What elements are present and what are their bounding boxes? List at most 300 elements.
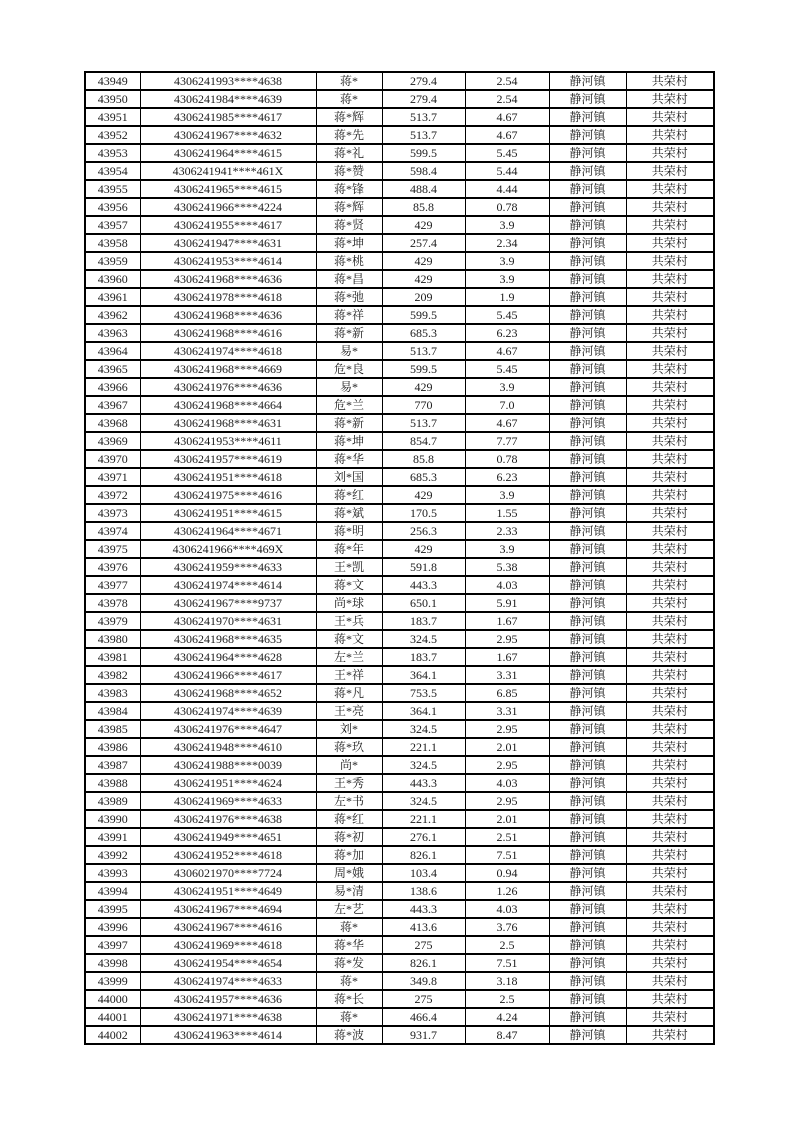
cell-id-number: 4306241966****4617 — [140, 666, 316, 684]
cell-serial: 43988 — [85, 774, 140, 792]
cell-town: 静河镇 — [549, 648, 626, 666]
cell-serial: 43984 — [85, 702, 140, 720]
cell-village: 共荣村 — [626, 126, 714, 144]
table-body — [85, 72, 714, 1044]
cell-name: 蒋*坤 — [316, 432, 382, 450]
cell-amount-1: 364.1 — [382, 702, 465, 720]
cell-serial: 44002 — [85, 1026, 140, 1044]
table-row — [85, 846, 714, 864]
cell-name: 蒋*玖 — [316, 738, 382, 756]
cell-village: 共荣村 — [626, 1008, 714, 1026]
cell-serial: 43982 — [85, 666, 140, 684]
cell-id-number: 4306021970****7724 — [140, 864, 316, 882]
cell-village: 共荣村 — [626, 252, 714, 270]
cell-amount-2: 2.95 — [465, 792, 549, 810]
table-row — [85, 702, 714, 720]
cell-name: 蒋*坤 — [316, 234, 382, 252]
cell-serial: 43969 — [85, 432, 140, 450]
cell-amount-1: 685.3 — [382, 324, 465, 342]
cell-amount-2: 5.45 — [465, 306, 549, 324]
cell-name: 刘* — [316, 720, 382, 738]
cell-name: 王*兵 — [316, 612, 382, 630]
cell-name: 蒋*赞 — [316, 162, 382, 180]
cell-amount-2: 6.85 — [465, 684, 549, 702]
cell-id-number: 4306241964****4671 — [140, 522, 316, 540]
cell-serial: 43980 — [85, 630, 140, 648]
cell-serial: 43998 — [85, 954, 140, 972]
table-row — [85, 414, 714, 432]
table-row — [85, 180, 714, 198]
cell-town: 静河镇 — [549, 846, 626, 864]
cell-town: 静河镇 — [549, 432, 626, 450]
cell-village: 共荣村 — [626, 702, 714, 720]
cell-village: 共荣村 — [626, 846, 714, 864]
cell-id-number: 4306241951****4624 — [140, 774, 316, 792]
cell-id-number: 4306241966****4224 — [140, 198, 316, 216]
cell-id-number: 4306241966****469X — [140, 540, 316, 558]
table-row — [85, 162, 714, 180]
cell-id-number: 4306241947****4631 — [140, 234, 316, 252]
cell-name: 易* — [316, 378, 382, 396]
cell-amount-2: 2.33 — [465, 522, 549, 540]
cell-amount-1: 324.5 — [382, 630, 465, 648]
cell-town: 静河镇 — [549, 216, 626, 234]
cell-name: 蒋* — [316, 918, 382, 936]
table-row — [85, 252, 714, 270]
table-row — [85, 288, 714, 306]
cell-town: 静河镇 — [549, 252, 626, 270]
cell-amount-1: 753.5 — [382, 684, 465, 702]
cell-id-number: 4306241964****4615 — [140, 144, 316, 162]
cell-village: 共荣村 — [626, 504, 714, 522]
cell-serial: 43958 — [85, 234, 140, 252]
cell-amount-2: 5.91 — [465, 594, 549, 612]
cell-serial: 43957 — [85, 216, 140, 234]
table-row — [85, 738, 714, 756]
cell-name: 蒋*明 — [316, 522, 382, 540]
table-row — [85, 558, 714, 576]
cell-serial: 43971 — [85, 468, 140, 486]
cell-serial: 43987 — [85, 756, 140, 774]
cell-town: 静河镇 — [549, 396, 626, 414]
cell-name: 蒋*桃 — [316, 252, 382, 270]
cell-name: 蒋*初 — [316, 828, 382, 846]
cell-amount-2: 3.9 — [465, 252, 549, 270]
cell-name: 蒋*斌 — [316, 504, 382, 522]
cell-serial: 43962 — [85, 306, 140, 324]
cell-id-number: 4306241969****4618 — [140, 936, 316, 954]
cell-amount-2: 5.44 — [465, 162, 549, 180]
cell-id-number: 4306241976****4647 — [140, 720, 316, 738]
cell-amount-1: 279.4 — [382, 90, 465, 108]
cell-serial: 43990 — [85, 810, 140, 828]
cell-amount-2: 2.54 — [465, 72, 549, 90]
cell-id-number: 4306241955****4617 — [140, 216, 316, 234]
cell-town: 静河镇 — [549, 1008, 626, 1026]
cell-amount-2: 4.44 — [465, 180, 549, 198]
cell-town: 静河镇 — [549, 486, 626, 504]
cell-name: 蒋*红 — [316, 486, 382, 504]
cell-village: 共荣村 — [626, 828, 714, 846]
cell-amount-2: 2.5 — [465, 990, 549, 1008]
cell-town: 静河镇 — [549, 828, 626, 846]
cell-amount-1: 183.7 — [382, 612, 465, 630]
cell-name: 蒋*新 — [316, 324, 382, 342]
cell-id-number: 4306241941****461X — [140, 162, 316, 180]
cell-serial: 43955 — [85, 180, 140, 198]
cell-amount-1: 598.4 — [382, 162, 465, 180]
cell-name: 蒋*华 — [316, 936, 382, 954]
cell-id-number: 4306241954****4654 — [140, 954, 316, 972]
cell-amount-1: 599.5 — [382, 144, 465, 162]
cell-id-number: 4306241968****4636 — [140, 306, 316, 324]
cell-serial: 44001 — [85, 1008, 140, 1026]
cell-village: 共荣村 — [626, 810, 714, 828]
cell-amount-2: 5.45 — [465, 144, 549, 162]
cell-name: 蒋* — [316, 972, 382, 990]
cell-village: 共荣村 — [626, 378, 714, 396]
table-row — [85, 216, 714, 234]
table-row — [85, 126, 714, 144]
cell-village: 共荣村 — [626, 360, 714, 378]
cell-amount-2: 7.51 — [465, 954, 549, 972]
cell-amount-2: 2.95 — [465, 630, 549, 648]
cell-name: 蒋*先 — [316, 126, 382, 144]
cell-amount-1: 443.3 — [382, 774, 465, 792]
table-row — [85, 450, 714, 468]
cell-town: 静河镇 — [549, 918, 626, 936]
cell-amount-2: 3.31 — [465, 702, 549, 720]
table-row — [85, 990, 714, 1008]
cell-amount-1: 364.1 — [382, 666, 465, 684]
table-row — [85, 522, 714, 540]
cell-name: 蒋*发 — [316, 954, 382, 972]
cell-amount-1: 85.8 — [382, 198, 465, 216]
cell-town: 静河镇 — [549, 378, 626, 396]
cell-amount-1: 429 — [382, 216, 465, 234]
table-row — [85, 108, 714, 126]
table-row — [85, 648, 714, 666]
cell-town: 静河镇 — [549, 738, 626, 756]
cell-id-number: 4306241984****4639 — [140, 90, 316, 108]
cell-amount-2: 7.51 — [465, 846, 549, 864]
table-row — [85, 720, 714, 738]
cell-name: 蒋* — [316, 1008, 382, 1026]
cell-name: 蒋* — [316, 90, 382, 108]
cell-amount-1: 324.5 — [382, 756, 465, 774]
table-row — [85, 324, 714, 342]
cell-amount-2: 2.54 — [465, 90, 549, 108]
cell-village: 共荣村 — [626, 990, 714, 1008]
cell-amount-2: 4.03 — [465, 900, 549, 918]
cell-amount-1: 256.3 — [382, 522, 465, 540]
cell-serial: 43954 — [85, 162, 140, 180]
cell-town: 静河镇 — [549, 864, 626, 882]
cell-amount-1: 513.7 — [382, 414, 465, 432]
cell-amount-2: 1.26 — [465, 882, 549, 900]
cell-name: 蒋*年 — [316, 540, 382, 558]
table-row — [85, 954, 714, 972]
table-row — [85, 378, 714, 396]
cell-amount-1: 488.4 — [382, 180, 465, 198]
cell-village: 共荣村 — [626, 792, 714, 810]
cell-serial: 43989 — [85, 792, 140, 810]
cell-id-number: 4306241974****4633 — [140, 972, 316, 990]
cell-amount-1: 221.1 — [382, 738, 465, 756]
cell-serial: 43974 — [85, 522, 140, 540]
cell-name: 蒋*弛 — [316, 288, 382, 306]
cell-town: 静河镇 — [549, 612, 626, 630]
cell-amount-1: 276.1 — [382, 828, 465, 846]
cell-amount-2: 3.9 — [465, 216, 549, 234]
cell-amount-1: 826.1 — [382, 954, 465, 972]
cell-village: 共荣村 — [626, 774, 714, 792]
table-row — [85, 342, 714, 360]
table-row — [85, 594, 714, 612]
cell-village: 共荣村 — [626, 180, 714, 198]
cell-amount-2: 3.9 — [465, 540, 549, 558]
cell-serial: 43983 — [85, 684, 140, 702]
cell-amount-1: 170.5 — [382, 504, 465, 522]
table-row — [85, 918, 714, 936]
cell-amount-2: 8.47 — [465, 1026, 549, 1044]
cell-village: 共荣村 — [626, 90, 714, 108]
cell-amount-2: 3.9 — [465, 270, 549, 288]
cell-amount-1: 443.3 — [382, 900, 465, 918]
cell-serial: 43968 — [85, 414, 140, 432]
cell-name: 王*秀 — [316, 774, 382, 792]
cell-amount-1: 429 — [382, 270, 465, 288]
cell-town: 静河镇 — [549, 540, 626, 558]
cell-amount-1: 599.5 — [382, 360, 465, 378]
cell-amount-2: 1.9 — [465, 288, 549, 306]
table-row — [85, 828, 714, 846]
cell-amount-2: 5.45 — [465, 360, 549, 378]
cell-town: 静河镇 — [549, 90, 626, 108]
cell-id-number: 4306241959****4633 — [140, 558, 316, 576]
cell-name: 蒋*文 — [316, 630, 382, 648]
cell-amount-2: 1.55 — [465, 504, 549, 522]
cell-id-number: 4306241967****9737 — [140, 594, 316, 612]
cell-amount-1: 650.1 — [382, 594, 465, 612]
cell-amount-1: 770 — [382, 396, 465, 414]
table-row — [85, 360, 714, 378]
cell-amount-1: 275 — [382, 990, 465, 1008]
cell-town: 静河镇 — [549, 234, 626, 252]
cell-amount-2: 7.0 — [465, 396, 549, 414]
cell-name: 蒋*新 — [316, 414, 382, 432]
cell-village: 共荣村 — [626, 342, 714, 360]
cell-serial: 43959 — [85, 252, 140, 270]
cell-town: 静河镇 — [549, 414, 626, 432]
table-row — [85, 576, 714, 594]
cell-name: 危*兰 — [316, 396, 382, 414]
cell-serial: 43991 — [85, 828, 140, 846]
cell-name: 蒋*凡 — [316, 684, 382, 702]
cell-amount-1: 599.5 — [382, 306, 465, 324]
cell-village: 共荣村 — [626, 612, 714, 630]
table-row — [85, 612, 714, 630]
cell-town: 静河镇 — [549, 630, 626, 648]
cell-town: 静河镇 — [549, 936, 626, 954]
cell-village: 共荣村 — [626, 576, 714, 594]
cell-village: 共荣村 — [626, 594, 714, 612]
cell-village: 共荣村 — [626, 972, 714, 990]
cell-serial: 43967 — [85, 396, 140, 414]
cell-name: 蒋*祥 — [316, 306, 382, 324]
table-row — [85, 864, 714, 882]
table-row — [85, 72, 714, 90]
cell-serial: 44000 — [85, 990, 140, 1008]
cell-name: 周*娥 — [316, 864, 382, 882]
cell-village: 共荣村 — [626, 540, 714, 558]
cell-id-number: 4306241976****4638 — [140, 810, 316, 828]
cell-serial: 43992 — [85, 846, 140, 864]
cell-town: 静河镇 — [549, 324, 626, 342]
cell-town: 静河镇 — [549, 720, 626, 738]
cell-serial: 43994 — [85, 882, 140, 900]
cell-town: 静河镇 — [549, 72, 626, 90]
cell-town: 静河镇 — [549, 108, 626, 126]
cell-serial: 43960 — [85, 270, 140, 288]
cell-town: 静河镇 — [549, 306, 626, 324]
cell-serial: 43965 — [85, 360, 140, 378]
cell-amount-1: 221.1 — [382, 810, 465, 828]
cell-id-number: 4306241974****4639 — [140, 702, 316, 720]
cell-village: 共荣村 — [626, 900, 714, 918]
cell-name: 王*凯 — [316, 558, 382, 576]
cell-serial: 43949 — [85, 72, 140, 90]
cell-village: 共荣村 — [626, 486, 714, 504]
cell-serial: 43950 — [85, 90, 140, 108]
cell-amount-1: 429 — [382, 486, 465, 504]
cell-amount-1: 429 — [382, 378, 465, 396]
cell-village: 共荣村 — [626, 162, 714, 180]
cell-town: 静河镇 — [549, 162, 626, 180]
cell-village: 共荣村 — [626, 324, 714, 342]
table-row — [85, 144, 714, 162]
cell-amount-2: 1.67 — [465, 648, 549, 666]
cell-serial: 43970 — [85, 450, 140, 468]
cell-id-number: 4306241965****4615 — [140, 180, 316, 198]
cell-town: 静河镇 — [549, 702, 626, 720]
cell-village: 共荣村 — [626, 1026, 714, 1044]
cell-village: 共荣村 — [626, 450, 714, 468]
cell-amount-1: 685.3 — [382, 468, 465, 486]
table-row — [85, 90, 714, 108]
cell-name: 危*良 — [316, 360, 382, 378]
cell-town: 静河镇 — [549, 342, 626, 360]
cell-amount-1: 513.7 — [382, 108, 465, 126]
cell-serial: 43985 — [85, 720, 140, 738]
cell-name: 蒋*昌 — [316, 270, 382, 288]
cell-town: 静河镇 — [549, 198, 626, 216]
cell-name: 左*艺 — [316, 900, 382, 918]
cell-amount-1: 138.6 — [382, 882, 465, 900]
cell-amount-2: 2.95 — [465, 720, 549, 738]
cell-name: 蒋*长 — [316, 990, 382, 1008]
cell-amount-2: 2.01 — [465, 810, 549, 828]
cell-amount-2: 4.67 — [465, 126, 549, 144]
cell-amount-2: 1.67 — [465, 612, 549, 630]
cell-amount-2: 4.03 — [465, 774, 549, 792]
cell-id-number: 4306241967****4632 — [140, 126, 316, 144]
cell-amount-1: 275 — [382, 936, 465, 954]
cell-village: 共荣村 — [626, 216, 714, 234]
cell-town: 静河镇 — [549, 810, 626, 828]
cell-id-number: 4306241951****4615 — [140, 504, 316, 522]
cell-serial: 43953 — [85, 144, 140, 162]
table-row — [85, 630, 714, 648]
cell-name: 蒋* — [316, 72, 382, 90]
cell-serial: 43956 — [85, 198, 140, 216]
cell-village: 共荣村 — [626, 432, 714, 450]
cell-id-number: 4306241968****4635 — [140, 630, 316, 648]
cell-amount-2: 5.38 — [465, 558, 549, 576]
table-row — [85, 468, 714, 486]
cell-id-number: 4306241964****4628 — [140, 648, 316, 666]
cell-village: 共荣村 — [626, 468, 714, 486]
table-row — [85, 1008, 714, 1026]
cell-name: 蒋*文 — [316, 576, 382, 594]
cell-town: 静河镇 — [549, 990, 626, 1008]
cell-serial: 43981 — [85, 648, 140, 666]
cell-name: 蒋*锋 — [316, 180, 382, 198]
cell-village: 共荣村 — [626, 756, 714, 774]
cell-id-number: 4306241953****4611 — [140, 432, 316, 450]
cell-village: 共荣村 — [626, 558, 714, 576]
cell-village: 共荣村 — [626, 234, 714, 252]
table-row — [85, 792, 714, 810]
cell-id-number: 4306241967****4694 — [140, 900, 316, 918]
cell-amount-1: 591.8 — [382, 558, 465, 576]
cell-amount-2: 2.5 — [465, 936, 549, 954]
cell-village: 共荣村 — [626, 306, 714, 324]
cell-serial: 43986 — [85, 738, 140, 756]
cell-id-number: 4306241976****4636 — [140, 378, 316, 396]
cell-town: 静河镇 — [549, 504, 626, 522]
cell-town: 静河镇 — [549, 522, 626, 540]
cell-town: 静河镇 — [549, 360, 626, 378]
table-row — [85, 432, 714, 450]
table-row — [85, 936, 714, 954]
cell-town: 静河镇 — [549, 684, 626, 702]
cell-id-number: 4306241969****4633 — [140, 792, 316, 810]
cell-id-number: 4306241968****4616 — [140, 324, 316, 342]
cell-amount-2: 3.76 — [465, 918, 549, 936]
cell-village: 共荣村 — [626, 954, 714, 972]
cell-serial: 43973 — [85, 504, 140, 522]
cell-village: 共荣村 — [626, 198, 714, 216]
cell-id-number: 4306241974****4614 — [140, 576, 316, 594]
cell-id-number: 4306241953****4614 — [140, 252, 316, 270]
cell-village: 共荣村 — [626, 882, 714, 900]
table-row — [85, 396, 714, 414]
cell-town: 静河镇 — [549, 774, 626, 792]
cell-id-number: 4306241952****4618 — [140, 846, 316, 864]
cell-amount-1: 324.5 — [382, 792, 465, 810]
table-row — [85, 198, 714, 216]
cell-amount-1: 85.8 — [382, 450, 465, 468]
table-row — [85, 1026, 714, 1044]
table-row — [85, 270, 714, 288]
cell-amount-1: 209 — [382, 288, 465, 306]
cell-amount-1: 324.5 — [382, 720, 465, 738]
cell-amount-2: 2.51 — [465, 828, 549, 846]
cell-town: 静河镇 — [549, 576, 626, 594]
cell-id-number: 4306241978****4618 — [140, 288, 316, 306]
cell-amount-2: 2.34 — [465, 234, 549, 252]
